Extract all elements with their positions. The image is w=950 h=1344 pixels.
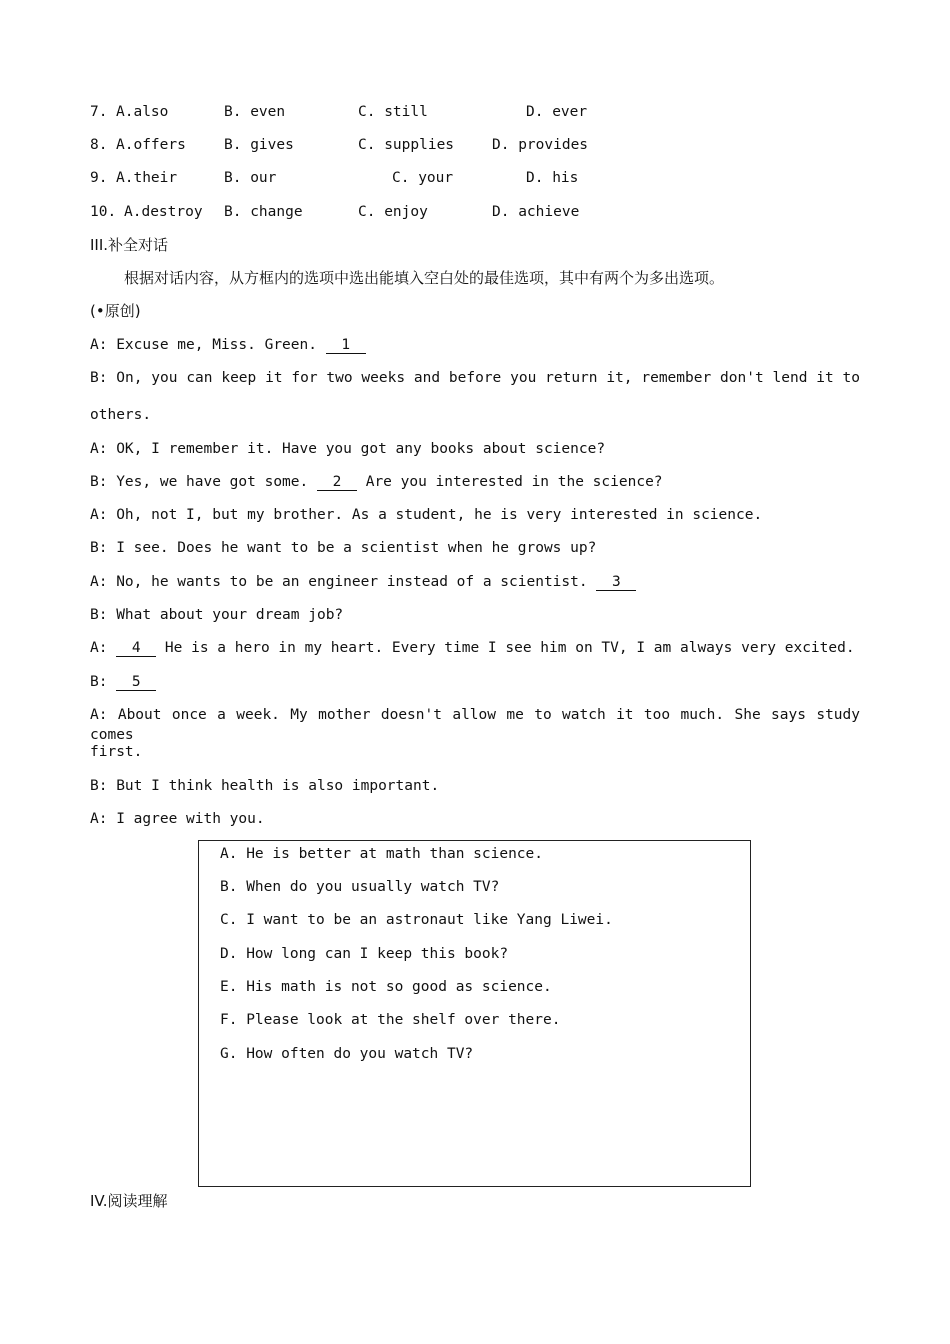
dialog-line-10 [90,672,156,692]
dialog-line-2: B: On, you can keep it for two weeks and before you return it, remember don't lend it to [90,370,860,386]
dialog-line-2-cont: others. [90,407,152,423]
option-g: G. How often do you watch TV? [220,1046,474,1062]
blank-2: 2 [317,474,357,491]
mc-8-option-d: D. provides [492,137,589,153]
mc-7-option-c: C. still [358,104,428,120]
mc-7-option-d: D. ever [526,104,588,120]
dialog-line-13: A: I agree with you. [90,811,265,827]
section-3-heading: III.补全对话 [90,236,169,254]
mc-9-option-b: B. our [224,170,277,186]
mc-10-option-a: A.destroy [124,204,203,220]
mc-9-option-a: A.their [116,170,178,186]
blank-3: 3 [596,574,636,591]
dialog-line-12: B: But I think health is also important. [90,778,440,794]
option-f: F. Please look at the shelf over there. [220,1012,561,1028]
dialog-line-4 [90,472,663,492]
dialog-line-10-text: B: [90,674,117,690]
dialog-line-3: A: OK, I remember it. Have you got any books about science? [90,441,606,457]
option-a: A. He is better at math than science. [220,846,544,862]
mc-9-number: 9. [90,170,108,186]
option-c: C. I want to be an astronaut like Yang Liwei. [220,912,613,928]
dialog-line-1 [90,335,366,355]
blank-1: 1 [326,337,366,354]
section-3-instruction: 根据对话内容，从方框内的选项中选出能填入空白处的最佳选项，其中有两个为多出选项。 [124,269,725,287]
dialog-line-5: A: Oh, not I, but my brother. As a student, he is very interested in science. [90,507,763,523]
mc-8-option-a: A.offers [116,137,186,153]
dialog-line-4-rest: Are you interested in the science? [356,474,663,490]
dialog-line-7-text: A: No, he wants to be an engineer instead of a scientist. [90,574,597,590]
section-4-heading: IV.阅读理解 [90,1192,168,1210]
dialog-line-9-text: A: [90,640,117,656]
mc-10-option-d: D. achieve [492,204,580,220]
mc-8-number: 8. [90,137,108,153]
mc-9-option-c: C. your [392,170,454,186]
mc-8-option-b: B. gives [224,137,294,153]
dialog-line-8: B: What about your dream job? [90,607,344,623]
option-e: E. His math is not so good as science. [220,979,552,995]
dialog-line-4-text: B: Yes, we have got some. [90,474,317,490]
dialog-line-11: A: About once a week. My mother doesn't allow me to watch it too much. She says study comes [90,707,860,743]
option-d: D. How long can I keep this book? [220,946,509,962]
dialog-line-11-cont: first. [90,744,143,760]
mc-10-option-c: C. enjoy [358,204,428,220]
blank-4: 4 [116,640,156,657]
mc-7-option-a: A.also [116,104,169,120]
mc-10-number: 10. [90,204,117,220]
dialog-line-6: B: I see. Does he want to be a scientist when he grows up? [90,540,597,556]
mc-7-option-b: B. even [224,104,286,120]
section-3-source: (•原创) [90,302,141,320]
mc-9-option-d: D. his [526,170,579,186]
mc-8-option-c: C. supplies [358,137,455,153]
dialog-line-9-rest: He is a hero in my heart. Every time I see him on TV, I am always very excited. [156,640,855,656]
option-b: B. When do you usually watch TV? [220,879,500,895]
dialog-line-1-text: A: Excuse me, Miss. Green. [90,337,326,353]
options-box [198,840,751,1187]
blank-5: 5 [116,674,156,691]
mc-7-number: 7. [90,104,108,120]
mc-10-option-b: B. change [224,204,303,220]
dialog-line-9 [90,638,855,658]
dialog-line-7 [90,572,636,592]
